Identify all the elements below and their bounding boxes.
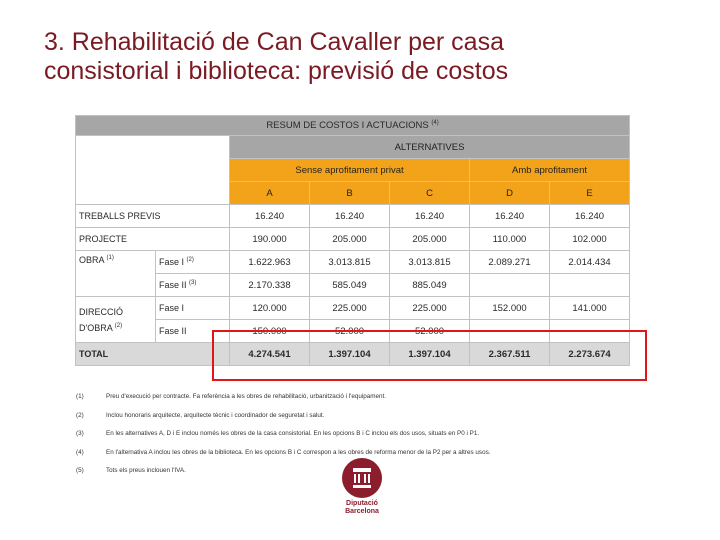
row-sublabel-note: (3) xyxy=(189,280,197,286)
table-row-obra-fase2 xyxy=(76,274,630,297)
cell-value: 52.000 xyxy=(390,320,470,343)
cell-value: 152.000 xyxy=(470,297,550,320)
cell-value: 52.000 xyxy=(310,320,390,343)
logo-line2: Barcelona xyxy=(345,508,379,515)
row-sublabel-text: Fase II xyxy=(159,280,187,290)
column-header-e: E xyxy=(550,182,630,205)
cell-value: --- xyxy=(470,320,550,343)
cell-value: 2.014.434 xyxy=(550,251,630,274)
row-group-label-direccio-line1: DIRECCIÓ xyxy=(79,306,124,317)
footnote-text: En l'alternativa A inclou les obres de la biblioteca. En les opcions B i C correspon a les obres de reforma menor de la P2 per a altres usos. xyxy=(106,448,491,456)
row-group-note: (2) xyxy=(114,322,123,329)
row-group-note: (1) xyxy=(106,255,114,261)
highlight-box xyxy=(212,330,647,381)
table-title-text: RESUM DE COSTOS I ACTUACIONS xyxy=(266,120,429,132)
footnote-number: (4) xyxy=(76,448,84,456)
row-label-total: TOTAL xyxy=(76,343,230,366)
table-row-projecte xyxy=(76,228,630,251)
cell-value: 3.013.815 xyxy=(390,251,470,274)
cell-value: 2.170.338 xyxy=(230,274,310,297)
cell-value: --- xyxy=(550,320,630,343)
cell-value: 190.000 xyxy=(230,228,310,251)
slide-title-line2: consistorial i biblioteca: previsió de costos xyxy=(44,57,509,85)
footnote xyxy=(76,412,636,431)
table-title-note: (4) xyxy=(431,119,439,126)
footnote-text: Tots els preus inclouen l'IVA. xyxy=(106,467,186,474)
cell-total: 4.274.541 xyxy=(230,343,310,366)
row-sublabel-text: Fase I xyxy=(159,257,185,267)
row-sublabel: Fase II xyxy=(156,320,230,343)
header-empty xyxy=(76,136,230,205)
cell-value: 16.240 xyxy=(310,205,390,228)
row-group-label-obra-text: OBRA xyxy=(79,255,105,265)
footnote-number: (2) xyxy=(76,411,84,419)
cell-value: 150.000 xyxy=(230,320,310,343)
cost-summary-table xyxy=(75,115,630,366)
footnote-text: Preu d'execució per contracte. Fa referència a les obres de rehabilitació, urbanització i l'equipament. xyxy=(106,393,386,400)
cell-value: 110.000 xyxy=(470,228,550,251)
logo-line1: Diputació xyxy=(346,500,378,507)
row-sublabel xyxy=(156,274,230,297)
slide-title xyxy=(44,28,684,86)
cell-value: 1.622.963 xyxy=(230,251,310,274)
cell-value: 205.000 xyxy=(390,228,470,251)
cell-value xyxy=(550,274,630,297)
row-sublabel-note: (2) xyxy=(186,257,194,263)
row-group-label-obra xyxy=(76,251,156,297)
row-sublabel xyxy=(156,251,230,274)
slide-title-line1: 3. Rehabilitació de Can Cavaller per casa xyxy=(44,28,504,56)
group-without-header: Sense aprofitament privat xyxy=(230,159,470,182)
cell-value: 16.240 xyxy=(390,205,470,228)
cell-value: 225.000 xyxy=(390,297,470,320)
row-label: PROJECTE xyxy=(76,228,230,251)
cell-value: 205.000 xyxy=(310,228,390,251)
column-header-d: D xyxy=(470,182,550,205)
row-label: TREBALLS PREVIS xyxy=(76,205,230,228)
cell-value: 2.089.271 xyxy=(470,251,550,274)
row-group-label-direccio-line2: D'OBRA xyxy=(79,322,113,333)
cell-value: 16.240 xyxy=(470,205,550,228)
cell-total: 2.367.511 xyxy=(470,343,550,366)
footnote-text: En les alternatives A, D i E inclou només les obres de la casa consistorial. En les opcions B i C inclou els dos usos, situats en P0 i P1. xyxy=(106,430,480,437)
cell-value: 16.240 xyxy=(230,205,310,228)
table-row-treballs-previs xyxy=(76,205,630,228)
logo-text xyxy=(337,500,387,516)
column-header-a: A xyxy=(230,182,310,205)
cell-value: 120.000 xyxy=(230,297,310,320)
cell-value: 141.000 xyxy=(550,297,630,320)
alternatives-header: ALTERNATIVES xyxy=(230,136,630,159)
cell-value xyxy=(470,274,550,297)
footnote-number: (1) xyxy=(76,393,84,400)
footnote-text: Inclou honoraris arquitecte, arquitecte tècnic i coordinador de seguretat i salut. xyxy=(106,411,325,419)
footnote-number: (5) xyxy=(76,467,84,474)
footnote xyxy=(76,430,636,449)
cell-value: 225.000 xyxy=(310,297,390,320)
logo-seal-icon xyxy=(342,458,382,498)
cell-total: 1.397.104 xyxy=(310,343,390,366)
column-header-b: B xyxy=(310,182,390,205)
cell-total: 1.397.104 xyxy=(390,343,470,366)
diputacio-logo xyxy=(337,458,387,516)
group-with-header: Amb aprofitament xyxy=(470,159,630,182)
footnote xyxy=(76,393,636,412)
cell-total: 2.273.674 xyxy=(550,343,630,366)
table-row-direccio-fase1 xyxy=(76,297,630,320)
footnote-number: (3) xyxy=(76,430,84,437)
cell-value: 3.013.815 xyxy=(310,251,390,274)
cell-value: 885.049 xyxy=(390,274,470,297)
cell-value: 16.240 xyxy=(550,205,630,228)
row-sublabel: Fase I xyxy=(156,297,230,320)
table-row-obra-fase1 xyxy=(76,251,630,274)
table-title xyxy=(76,116,630,136)
column-header-c: C xyxy=(390,182,470,205)
cell-value: 585.049 xyxy=(310,274,390,297)
cell-value: 102.000 xyxy=(550,228,630,251)
row-group-label-direccio xyxy=(76,297,156,343)
